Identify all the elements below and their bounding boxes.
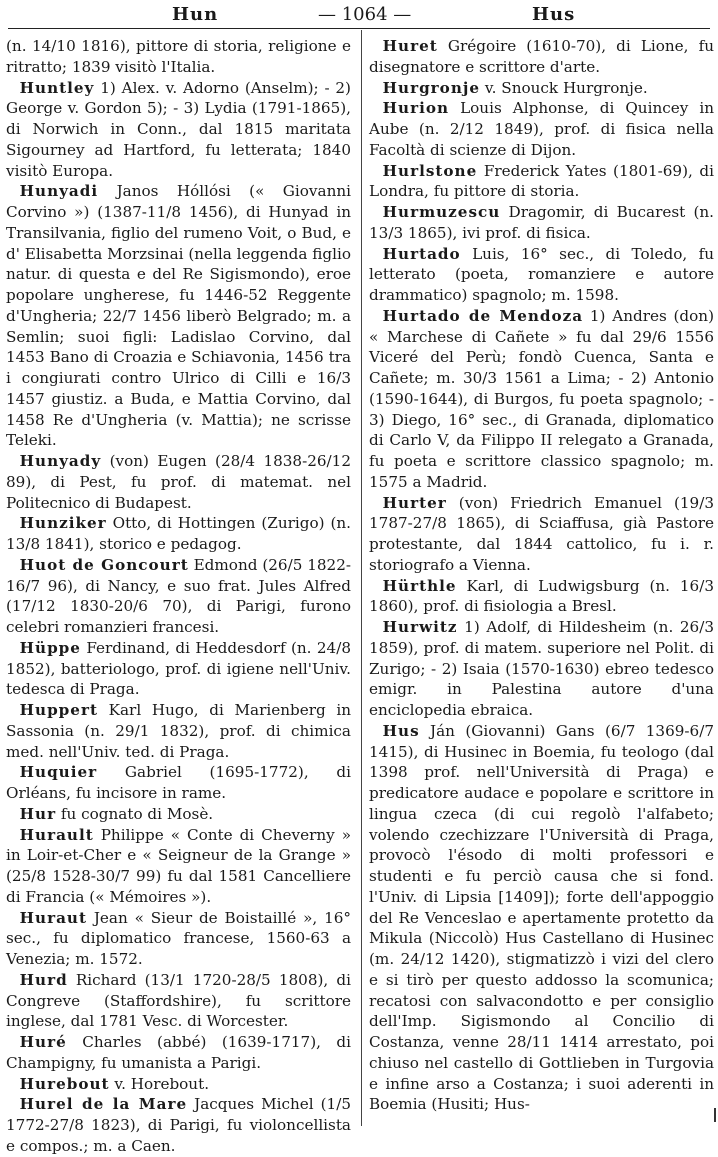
- left-running-headword: Hun: [172, 4, 219, 25]
- dictionary-entry: Hunziker Otto, di Hottingen (Zurigo) (n. 13/8 1841), storico e pedagog.: [6, 514, 351, 553]
- entry-headword: Hurion: [382, 99, 450, 118]
- entry-headword: Hurwitz: [382, 618, 458, 636]
- dictionary-entry: Huret Grégoire (1610-70), di Lione, fu disegnatore e scrittore d'arte.: [369, 37, 714, 76]
- entry-headword: Hurlstone: [382, 161, 478, 180]
- entry-headword: Huppert: [19, 701, 98, 719]
- dictionary-entry: Hunyady (von) Eugen (28/4 1838-26/12 89), di Pest, fu prof. di matemat. nel Politecnico di Budapest.: [6, 452, 351, 512]
- dictionary-entry: Hurmuzescu Dragomir, di Bucarest (n. 13/3 1865), ivi prof. di fisica.: [369, 203, 714, 242]
- dictionary-entry: Huot de Goncourt Edmond (26/5 1822-16/7 96), di Nancy, e suo frat. Jules Alfred (17/12 1830-20/6 70), di Parigi, furono celebri romanzieri francesi.: [6, 555, 352, 636]
- dictionary-entry: Huntley 1) Alex. v. Adorno (Anselm); - 2) George v. Gordon 5); - 3) Lydia (1791-1865), di Norwich in Conn., dal 1815 maritata Sigourney ad Hartford, fu letterata; 1840 visitò Europa.: [6, 78, 351, 180]
- entry-headword: Huré: [19, 1033, 67, 1051]
- dictionary-entry: Hurebout v. Horebout.: [19, 1074, 210, 1093]
- entry-headword: Hürthle: [382, 576, 457, 595]
- entry-headword: Hurter: [382, 493, 447, 512]
- dictionary-entry: Hunyadi Janos Hóllósi (« Giovanni Corvino ») (1387-11/8 1456), di Hunyad in Transilvania, figlio del rumeno Voit, o Bud, e d' Elisabetta Morzsinai (nella leggenda figlio natur. di questa e del Re Sigismondo), eroe popolare ungherese, fu 1446-52 Reggente d'Ungheria; 22/7 1456 liberò Belgrado; m. a Semlin; suoi figli: Ladislao Corvino, dal 1453 Bano di Croazia e Schiavonia, 1456 tra i congiurati contro Ulrico di Cilli e 16/3 1457 giustiz. a Buda, e Mattia Corvino, dal 1458 Re d'Ungheria (v. Mattia); ne scrisse Teleki.: [6, 182, 351, 450]
- dictionary-entry: Hus Ján (Giovanni) Gans (6/7 1369-6/7 1415), di Husinec in Boemia, fu teologo (dal 1398 prof. nell'Università di Praga) e predicatore audace e popolare e scrittore in lingua czeca (di cui regolò l'alfabeto; volendo czechizzare l'Università di Praga, provocò l'ésodo di molti professori e studenti e fu perciò causa che si fond. l'Univ. di Lipsia [1409]); forte dell'appoggio del Re Venceslao e apertamente protetto da Mikula (Niccolò) Hus Castellano di Husinec (m. 24/12 1420), stigmatizzò i vizi del clero e si tirò per questo addosso la scomunica; recatosi con salvacondotto e per consiglio dell'Imp. Sigismondo al Concilio di Costanza, venne 28/11 1414 arrestato, poi chiuso nel castello di Gottlieben in Turgovia e infine arso a Costanza; i suoi aderenti in Boemia (Husiti; Hus-: [369, 721, 714, 1114]
- right-running-headword: Hus: [532, 4, 576, 25]
- column-divider: [361, 30, 362, 1126]
- entry-headword: Hunyady: [19, 452, 102, 470]
- dictionary-entry: Huppert Karl Hugo, di Marienberg in Sassonia (n. 29/1 1832), prof. di chimica med. nell'Univ. ted. di Praga.: [6, 701, 351, 761]
- left-column: [6, 36, 352, 1155]
- page-number: — 1064 —: [318, 4, 412, 25]
- dictionary-entry: Hurlstone Frederick Yates (1801-69), di Londra, fu pittore di storia.: [369, 161, 714, 201]
- entry-headword: Hurebout: [19, 1074, 110, 1093]
- dictionary-entry: Hurter (von) Friedrich Emanuel (19/3 1787-27/8 1865), di Sciaffusa, già Pastore protestante, dal 1844 cattolico, fu i. r. storiografo a Vienna.: [369, 493, 714, 574]
- dictionary-entry: Hurtado de Mendoza 1) Andres (don) « Marchese di Cañete » fu dal 29/6 1556 Viceré del Perù; fondò Cuenca, Santa e Cañete; m. 30/3 1561 a Lima; - 2) Antonio (1590-1644), di Burgos, fu poeta spagnolo; - 3) Diego, 16° sec., di Granada, diplomatico di Carlo V, da Filippo II relegato a Granada, fu poeta e scrittore classico spagnolo; m. 1575 a Madrid.: [369, 306, 714, 491]
- entry-headword: Hus: [382, 721, 420, 740]
- dictionary-entry: (n. 14/10 1816), pittore di storia, religione e ritratto; 1839 visitò l'Italia.: [6, 37, 351, 76]
- dictionary-entry: Hürthle Karl, di Ludwigsburg (n. 16/3 1860), prof. di fisiologia a Bresl.: [369, 576, 714, 616]
- entry-headword: Hurmuzescu: [382, 203, 501, 221]
- dictionary-entry: Huré Charles (abbé) (1639-1717), di Champigny, fu umanista a Parigi.: [6, 1033, 351, 1072]
- dictionary-entry: Hur fu cognato di Mosè.: [19, 804, 214, 823]
- entry-headword: Hurgronje: [382, 78, 481, 97]
- entry-headword: Hurault: [19, 825, 94, 844]
- dictionary-entry: Hurel de la Mare Jacques Michel (1/5 1772-27/8 1823), di Parigi, fu violoncellista e compos.; m. a Caen.: [6, 1095, 351, 1155]
- entry-headword: Huret: [382, 37, 438, 55]
- dictionary-entry: Hüppe Ferdinand, di Heddesdorf (n. 24/8 1852), batteriologo, prof. di igiene nell'Univ. tedesca di Praga.: [6, 638, 351, 699]
- entry-headword: Huquier: [19, 763, 98, 782]
- entry-headword: Huot de Goncourt: [19, 555, 189, 574]
- header-rule: [8, 28, 710, 29]
- dictionary-entry: Hurault Philippe « Conte di Cheverny » in Loir-et-Cher e « Seigneur de la Grange » (25/8 1528-30/7 99) fu dal 1581 Cancelliere di Francia (« Mémoires »).: [6, 825, 351, 906]
- entry-headword: Hurtado de Mendoza: [382, 306, 584, 325]
- entry-headword: Hurtado: [382, 244, 461, 263]
- entry-headword: Huraut: [19, 908, 87, 927]
- dictionary-entry: Hurd Richard (13/1 1720-28/5 1808), di Congreve (Staffordshire), fu scrittore inglese, dal 1781 Vesc. di Worcester.: [6, 970, 351, 1031]
- entry-headword: Hur: [19, 804, 57, 823]
- dictionary-entry: Hurgronje v. Snouck Hurgronje.: [382, 78, 648, 97]
- dictionary-entry: Hurtado Luis, 16° sec., di Toledo, fu letterato (poeta, romanziere e autore drammatico) spagnolo; m. 1598.: [369, 244, 714, 304]
- entry-headword: Hüppe: [19, 638, 81, 657]
- entry-headword: Hunyadi: [19, 182, 99, 201]
- margin-bar: [714, 1108, 716, 1122]
- dictionary-entry: Hurion Louis Alphonse, di Quincey in Aube (n. 2/12 1849), prof. di fisica nella Facoltà di scienze di Dijon.: [369, 99, 714, 159]
- right-column: [369, 36, 714, 1121]
- entry-headword: Hurel de la Mare: [19, 1095, 188, 1114]
- dictionary-entry: Hurwitz 1) Adolf, di Hildesheim (n. 26/3 1859), prof. di matem. superiore nel Polit. di Zurigo; - 2) Isaia (1570-1630) ebreo tedesco emigr. in Palestina autore d'una enciclopedia ebraica.: [369, 618, 714, 719]
- dictionary-entry: Huquier Gabriel (1695-1772), di Orléans, fu incisore in rame.: [6, 763, 351, 802]
- entry-headword: Hunziker: [19, 514, 107, 533]
- dictionary-entry: Huraut Jean « Sieur de Boistaillé », 16° sec., fu diplomatico francese, 1560-63 a Venezia; m. 1572.: [6, 908, 351, 968]
- entry-headword: Huntley: [19, 78, 95, 97]
- entry-headword: Hurd: [19, 970, 68, 989]
